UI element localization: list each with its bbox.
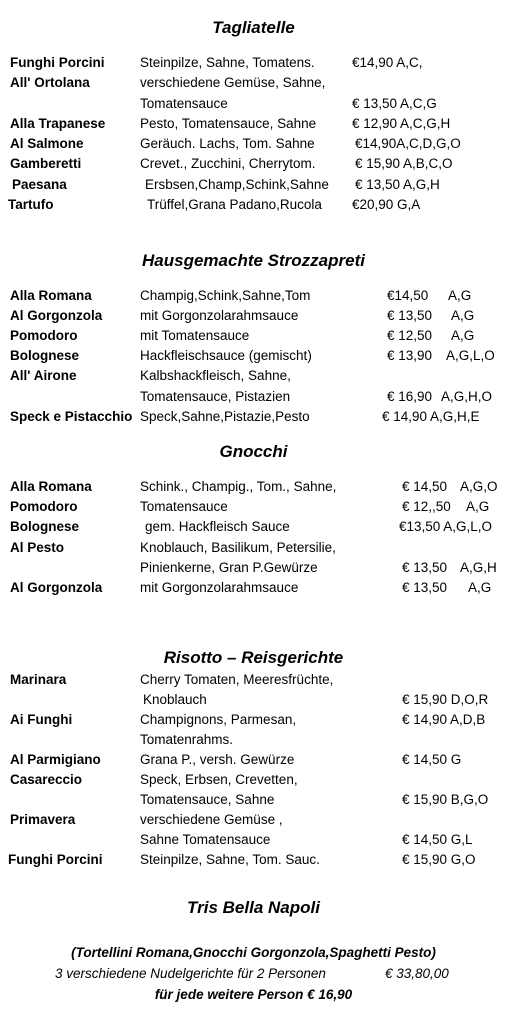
- dish-description: Speck,Sahne,Pistazie,Pesto: [140, 409, 310, 424]
- tris-extra-person-line: für jede weitere Person € 16,90: [154, 987, 353, 1002]
- dish-price: € 14,90 A,D,B: [402, 712, 486, 727]
- dish-name: Casareccio: [10, 772, 83, 787]
- dish-name: All' Ortolana: [10, 75, 90, 90]
- dish-description: gem. Hackfleisch Sauce: [145, 519, 290, 534]
- dish-name: Alla Trapanese: [10, 116, 106, 131]
- dish-name: Speck e Pistacchio: [10, 409, 133, 424]
- section-title-strozzapreti: Hausgemachte Strozzapreti: [142, 251, 365, 270]
- dish-price: € 15,90 B,G,O: [402, 792, 489, 807]
- dish-description: mit Tomatensauce: [140, 328, 250, 343]
- dish-description: Champig,Schink,Sahne,Tom: [140, 288, 311, 303]
- dish-description: Tomatensauce, Sahne: [140, 792, 275, 807]
- dish-description: Tomatensauce: [140, 96, 228, 111]
- dish-name: Al Pesto: [10, 540, 65, 555]
- dish-price: € 16,90: [387, 389, 433, 404]
- dish-description: Kalbshackfleisch, Sahne,: [140, 368, 291, 383]
- dish-price: € 14,90 A,G,H,E: [382, 409, 480, 424]
- dish-description: Cherry Tomaten, Meeresfrüchte,: [140, 672, 334, 687]
- dish-description: Hackfleischsauce (gemischt): [140, 348, 312, 363]
- dish-description: verschiedene Gemüse ,: [140, 812, 283, 827]
- dish-price: € 12,,50: [402, 499, 451, 514]
- allergen-codes: A,G,H,O: [441, 389, 493, 404]
- dish-price: € 14,50: [402, 479, 448, 494]
- allergen-codes: A,G,H: [460, 560, 497, 575]
- allergen-codes: A,G: [451, 328, 475, 343]
- dish-price: € 13,50 A,G,H: [355, 177, 440, 192]
- dish-description: Steinpilze, Sahne, Tom. Sauc.: [140, 852, 320, 867]
- dish-name: All' Airone: [10, 368, 77, 383]
- dish-name: Funghi Porcini: [8, 852, 103, 867]
- allergen-codes: A,G: [448, 288, 472, 303]
- allergen-codes: A,G,O: [460, 479, 498, 494]
- allergen-codes: A,G: [451, 308, 475, 323]
- dish-price: €14,50: [387, 288, 429, 303]
- dish-description: Pinienkerne, Gran P.Gewürze: [140, 560, 318, 575]
- dish-name: Tartufo: [8, 197, 54, 212]
- dish-price: € 13,50: [387, 308, 433, 323]
- dish-price: € 14,50 G,L: [402, 832, 473, 847]
- dish-price: € 13,50 A,C,G: [352, 96, 437, 111]
- dish-price: €14,90A,C,D,G,O: [355, 136, 461, 151]
- dish-description: mit Gorgonzolarahmsauce: [140, 580, 299, 595]
- dish-name: Ai Funghi: [10, 712, 73, 727]
- dish-name: Primavera: [10, 812, 76, 827]
- dish-price: € 12,50: [387, 328, 433, 343]
- dish-description: Knoblauch, Basilikum, Petersilie,: [140, 540, 336, 555]
- section-title-risotto: Risotto – Reisgerichte: [163, 648, 344, 667]
- dish-price: € 15,90 A,B,C,O: [355, 156, 453, 171]
- section-title-gnocchi: Gnocchi: [219, 442, 288, 461]
- allergen-codes: A,G,L,O: [446, 348, 495, 363]
- dish-name: Alla Romana: [10, 288, 92, 303]
- section-title-tagliatelle: Tagliatelle: [212, 18, 295, 37]
- dish-price: € 14,50 G: [402, 752, 462, 767]
- dish-price: € 15,90 D,O,R: [402, 692, 489, 707]
- dish-description: Sahne Tomatensauce: [140, 832, 271, 847]
- dish-description: Pesto, Tomatensauce, Sahne: [140, 116, 317, 131]
- dish-price: €20,90 G,A: [352, 197, 421, 212]
- dish-price: € 13,50: [402, 560, 448, 575]
- dish-description: Trüffel,Grana Padano,Rucola: [147, 197, 322, 212]
- dish-price: € 13,50: [402, 580, 448, 595]
- dish-name: Alla Romana: [10, 479, 92, 494]
- tris-offer-price: € 33,80,00: [385, 966, 449, 981]
- dish-name: Bolognese: [10, 348, 80, 363]
- dish-description: Champignons, Parmesan,: [140, 712, 297, 727]
- dish-description: Tomatensauce: [140, 499, 228, 514]
- dish-name: Pomodoro: [10, 499, 78, 514]
- dish-name: Al Salmone: [10, 136, 84, 151]
- dish-name: Pomodoro: [10, 328, 78, 343]
- dish-name: Marinara: [10, 672, 67, 687]
- dish-description: mit Gorgonzolarahmsauce: [140, 308, 299, 323]
- dish-description: Schink., Champig., Tom., Sahne,: [140, 479, 337, 494]
- dish-price: € 12,90 A,C,G,H: [352, 116, 451, 131]
- dish-description: Ersbsen,Champ,Schink,Sahne: [145, 177, 329, 192]
- dish-name: Bolognese: [10, 519, 80, 534]
- dish-description: Grana P., versh. Gewürze: [140, 752, 295, 767]
- dish-name: Funghi Porcini: [10, 55, 105, 70]
- dish-name: Al Parmigiano: [10, 752, 101, 767]
- section-title-tris: Tris Bella Napoli: [187, 898, 320, 917]
- dish-description: Tomatensauce, Pistazien: [140, 389, 291, 404]
- tris-dishes-line: (Tortellini Romana,Gnocchi Gorgonzola,Spaghetti Pesto): [71, 945, 436, 960]
- dish-description: Steinpilze, Sahne, Tomatens.: [140, 55, 315, 70]
- dish-name: Paesana: [12, 177, 67, 192]
- dish-name: Al Gorgonzola: [10, 308, 103, 323]
- dish-description: Geräuch. Lachs, Tom. Sahne: [140, 136, 315, 151]
- dish-name: Gamberetti: [10, 156, 82, 171]
- dish-price: € 13,90: [387, 348, 433, 363]
- dish-description: Crevet., Zucchini, Cherrytom.: [140, 156, 316, 171]
- dish-description: Speck, Erbsen, Crevetten,: [140, 772, 298, 787]
- dish-price: €14,90 A,C,: [352, 55, 423, 70]
- dish-description: verschiedene Gemüse, Sahne,: [140, 75, 326, 90]
- dish-description: Knoblauch: [143, 692, 207, 707]
- dish-name: Al Gorgonzola: [10, 580, 103, 595]
- allergen-codes: A,G: [468, 580, 492, 595]
- tris-offer-line: 3 verschiedene Nudelgerichte für 2 Personen: [55, 966, 326, 981]
- dish-price: € 15,90 G,O: [402, 852, 476, 867]
- allergen-codes: A,G: [466, 499, 490, 514]
- dish-description: Tomatenrahms.: [140, 732, 234, 747]
- dish-price: €13,50 A,G,L,O: [399, 519, 493, 534]
